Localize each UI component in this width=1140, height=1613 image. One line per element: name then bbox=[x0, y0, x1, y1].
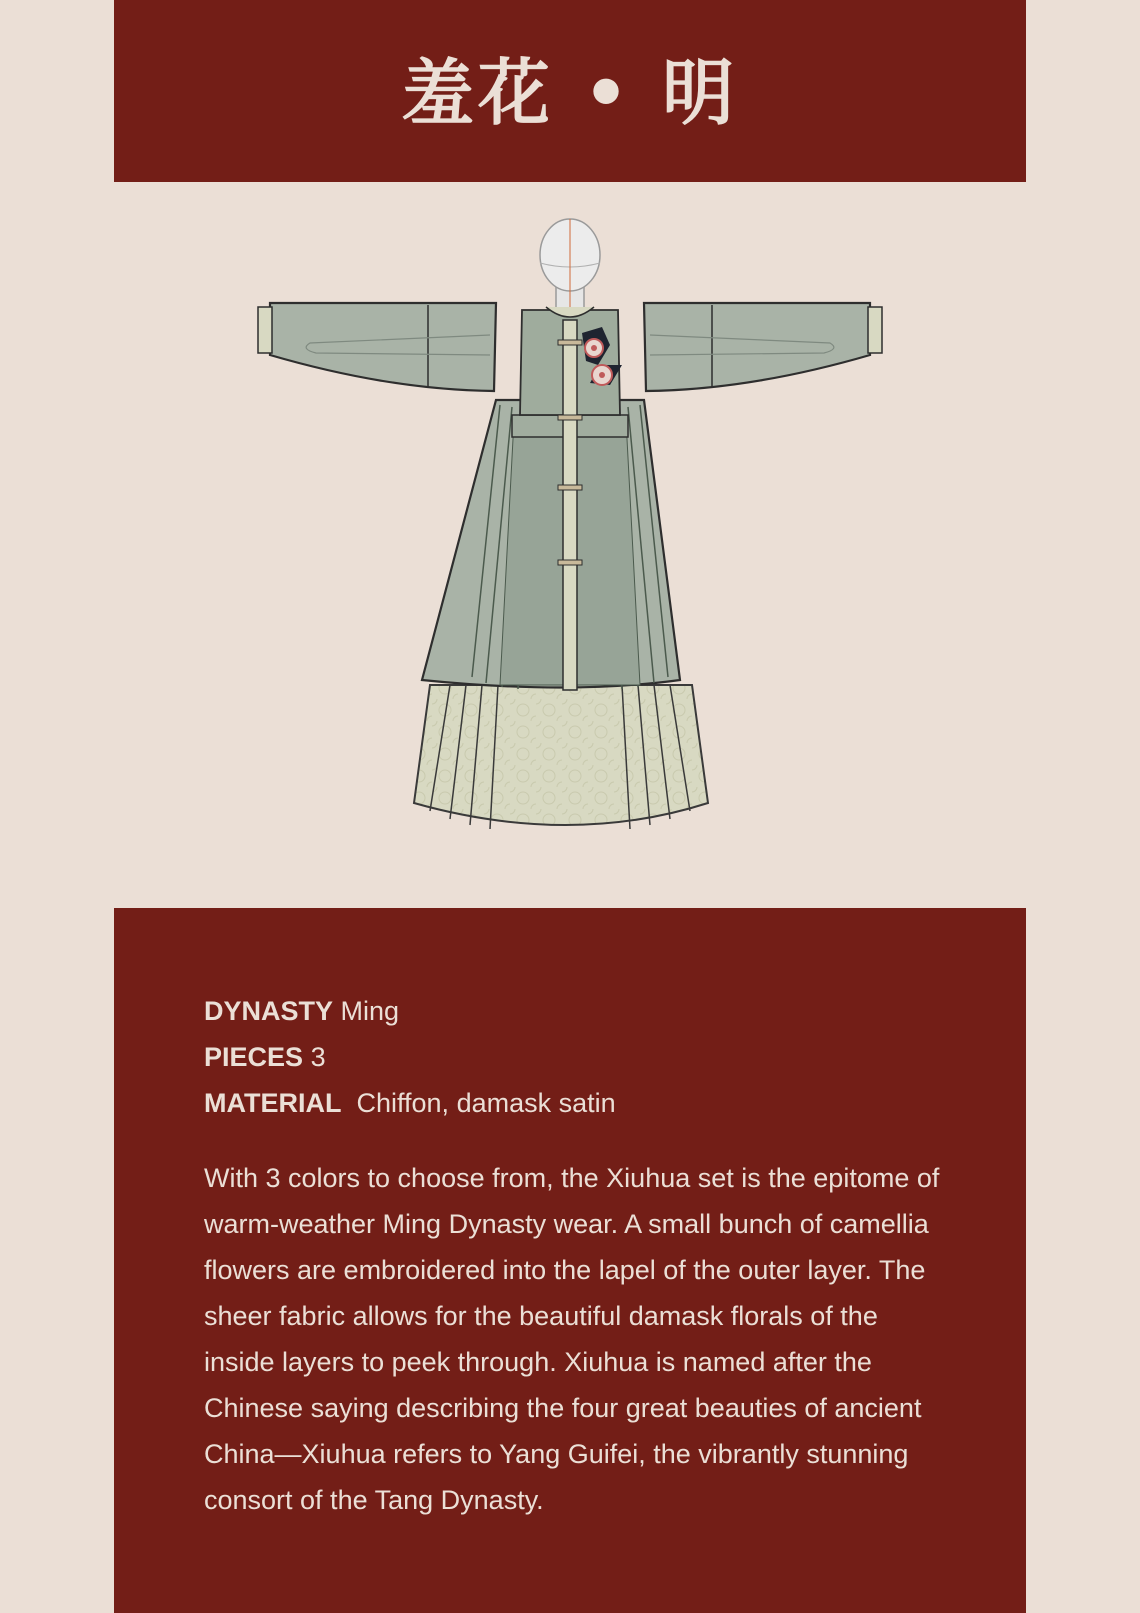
dynasty-row bbox=[204, 988, 616, 1034]
title-banner bbox=[114, 0, 1026, 182]
pieces-row bbox=[204, 1034, 616, 1080]
mannequin-head bbox=[540, 219, 600, 317]
material-value: Chiffon, damask satin bbox=[356, 1088, 616, 1118]
hanfu-illustration bbox=[250, 215, 890, 865]
dynasty-label: DYNASTY bbox=[204, 996, 334, 1026]
material-label: MATERIAL bbox=[204, 1088, 342, 1118]
details-panel bbox=[114, 908, 1026, 1613]
outer-robe bbox=[258, 303, 882, 690]
page-title: 羞花 • 明 bbox=[401, 51, 739, 135]
pieces-label: PIECES bbox=[204, 1042, 304, 1072]
description-paragraph: With 3 colors to choose from, the Xiuhua set is the epitome of warm-weather Ming Dynasty wear. A small bunch of camellia flowers are embroidered into the lapel of the outer layer. The sheer fabric allows for the beautiful damask florals of the inside layers to peek through. Xiuhua is named after the Chinese saying describing the four great beauties of ancient China—Xiuhua refers to Yang Guifei, the vibrantly stunning consort of the Tang Dynasty. bbox=[204, 1163, 940, 1515]
skirt-layer bbox=[414, 685, 708, 829]
material-row bbox=[204, 1080, 616, 1126]
pieces-value: 3 bbox=[310, 1042, 326, 1072]
garment-specs bbox=[204, 988, 616, 1126]
dynasty-value: Ming bbox=[340, 996, 400, 1026]
